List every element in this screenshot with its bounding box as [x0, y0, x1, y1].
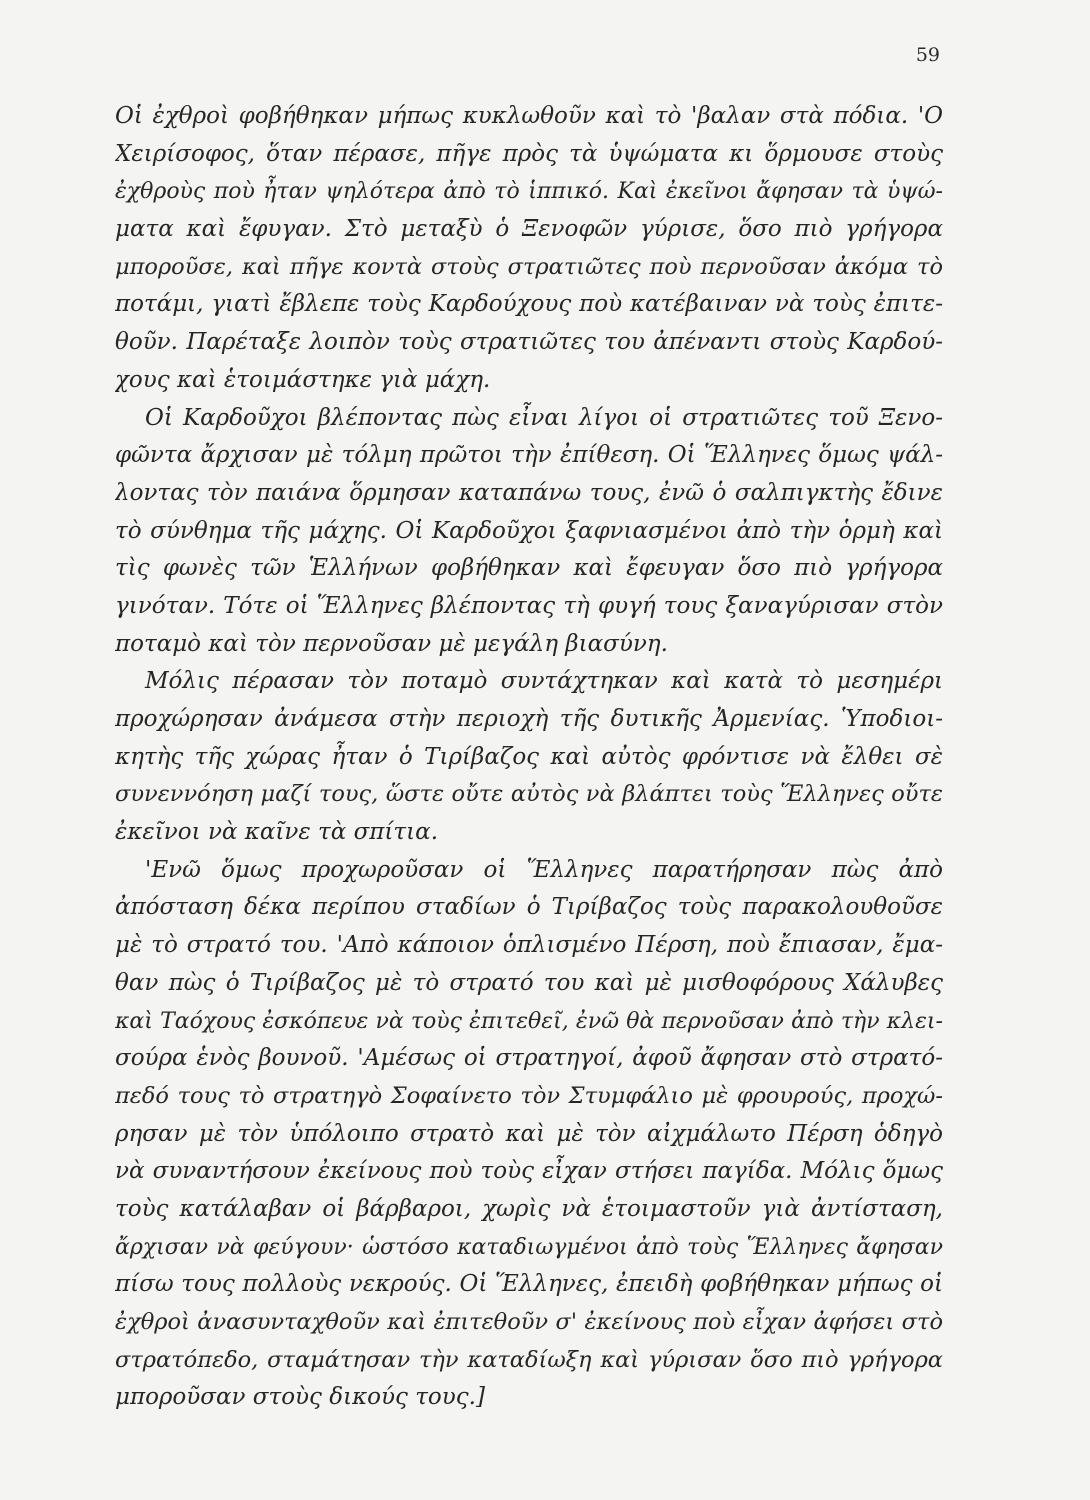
- text-line: χους καὶ ἑτοιμάστηκε γιὰ μάχη.: [115, 366, 491, 393]
- text-line: ἄρχισαν νὰ φεύγουν· ὡστόσο καταδιωγμένοι ἀπὸ τοὺς Ἕλληνες ἄφησαν: [115, 1234, 943, 1260]
- text-line: ἀπόσταση δέκα περίπου σταδίων ὁ Τιρίβαζος τοὺς παρακολουθοῦσε: [115, 894, 943, 921]
- text-line: ποταμὸ καὶ τὸν περνοῦσαν μὲ μεγάλη βιασύνη.: [115, 630, 668, 657]
- text-line: νὰ συναντήσουν ἐκείνους ποὺ τοὺς εἶχαν στήσει παγίδα. Μόλις ὅμως: [115, 1158, 943, 1185]
- text-line: θοῦν. Παρέταξε λοιπὸν τοὺς στρατιῶτες του ἀπέναντι στοὺς Καρδού-: [115, 329, 943, 356]
- text-line: συνεννόηση μαζί τους, ὥστε οὔτε αὐτὸς νὰ βλάπτει τοὺς Ἕλληνες οὔτε: [115, 781, 943, 808]
- text-line: στρατόπεδο, σταμάτησαν τὴν καταδίωξη καὶ γύρισαν ὅσο πιὸ γρήγορα: [115, 1346, 943, 1373]
- text-line: τοὺς κατάλαβαν οἱ βάρβαροι, χωρὶς νὰ ἑτοιμαστοῦν γιὰ ἀντίσταση,: [115, 1195, 943, 1222]
- text-line: φῶντα ἄρχισαν μὲ τόλμη πρῶτοι τὴν ἐπίθεση. Οἱ Ἕλληνες ὅμως ψάλ-: [115, 442, 943, 469]
- text-line: μὲ τὸ στρατό του. 'Απὸ κάποιον ὁπλισμένο Πέρση, ποὺ ἔπιασαν, ἔμα-: [115, 932, 943, 959]
- text-line: Μόλις πέρασαν τὸν ποταμὸ συντάχτηκαν καὶ κατὰ τὸ μεσημέρι: [145, 668, 943, 695]
- text-line: θαν πὼς ὁ Τιρίβαζος μὲ τὸ στρατό του καὶ μὲ μισθοφόρους Χάλυβες: [115, 969, 943, 996]
- text-line: ματα καὶ ἔφυγαν. Στὸ μεταξὺ ὁ Ξενοφῶν γύρισε, ὅσο πιὸ γρήγορα: [115, 216, 943, 243]
- text-line: καὶ Ταόχους ἐσκόπευε νὰ τοὺς ἐπιτεθεῖ, ἐνῶ θὰ περνοῦσαν ἀπὸ τὴν κλει-: [115, 1008, 943, 1034]
- text-line: τὸ σύνθημα τῆς μάχης. Οἱ Καρδοῦχοι ξαφνιασμένοι ἀπὸ τὴν ὁρμὴ καὶ: [115, 517, 943, 544]
- text-line: ἐκεῖνοι νὰ καῖνε τὰ σπίτια.: [115, 819, 439, 846]
- text-line: ποτάμι, γιατὶ ἔβλεπε τοὺς Καρδούχους ποὺ κατέβαιναν νὰ τοὺς ἐπιτε-: [115, 291, 943, 318]
- text-line: Οἱ ἐχθροὶ φοβήθηκαν μήπως κυκλωθοῦν καὶ τὸ 'βαλαν στὰ πόδια. 'Ο: [115, 103, 943, 129]
- text-line: γινόταν. Τότε οἱ Ἕλληνες βλέποντας τὴ φυγή τους ξαναγύρισαν στὸν: [115, 592, 943, 619]
- text-line: πίσω τους πολλοὺς νεκρούς. Οἱ Ἕλληνες, ἐπειδὴ φοβήθηκαν μήπως οἱ: [115, 1271, 943, 1298]
- text-line: μποροῦσε, καὶ πῆγε κοντὰ στοὺς στρατιῶτες ποὺ περνοῦσαν ἀκόμα τὸ: [115, 253, 943, 280]
- text-line: λοντας τὸν παιάνα ὅρμησαν καταπάνω τους, ἐνῶ ὁ σαλπιγκτὴς ἔδινε: [115, 479, 943, 506]
- body-text: [115, 98, 943, 1417]
- text-line: μποροῦσαν στοὺς δικούς τους.]: [115, 1384, 485, 1411]
- text-line: προχώρησαν ἀνάμεσα στὴν περιοχὴ τῆς δυτικῆς Ἀρμενίας. Ὑποδιοι-: [115, 706, 943, 732]
- text-line: ἐχθροὺς ποὺ ἦταν ψηλότερα ἀπὸ τὸ ἱππικό. Καὶ ἐκεῖνοι ἄφησαν τὰ ὑψώ-: [115, 179, 943, 205]
- text-line: πεδό τους τὸ στρατηγὸ Σοφαίνετο τὸν Στυμφάλιο μὲ φρουρούς, προχώ-: [115, 1082, 943, 1109]
- text-line: 'Ενῶ ὅμως προχωροῦσαν οἱ Ἕλληνες παρατήρησαν πὼς ἀπὸ: [145, 856, 943, 883]
- text-line: σούρα ἑνὸς βουνοῦ. 'Αμέσως οἱ στρατηγοί, ἀφοῦ ἄφησαν στὸ στρατό-: [115, 1045, 943, 1072]
- page-number: 59: [915, 44, 940, 66]
- text-line: Χειρίσοφος, ὅταν πέρασε, πῆγε πρὸς τὰ ὑψώματα κι ὅρμουσε στοὺς: [115, 140, 943, 167]
- text-line: ρησαν μὲ τὸν ὑπόλοιπο στρατὸ καὶ μὲ τὸν αἰχμάλωτο Πέρση ὁδηγὸ: [115, 1120, 943, 1147]
- text-line: Οἱ Καρδοῦχοι βλέποντας πὼς εἶναι λίγοι οἱ στρατιῶτες τοῦ Ξενο-: [145, 404, 943, 431]
- text-line: τὶς φωνὲς τῶν Ἑλλήνων φοβήθηκαν καὶ ἔφευγαν ὅσο πιὸ γρήγορα: [115, 555, 943, 582]
- text-line: κητὴς τῆς χώρας ἦταν ὁ Τιρίβαζος καὶ αὐτὸς φρόντισε νὰ ἔλθει σὲ: [115, 743, 943, 770]
- text-line: ἐχθροὶ ἀνασυνταχθοῦν καὶ ἐπιτεθοῦν σ' ἐκείνους ποὺ εἶχαν ἀφήσει στὸ: [115, 1309, 943, 1335]
